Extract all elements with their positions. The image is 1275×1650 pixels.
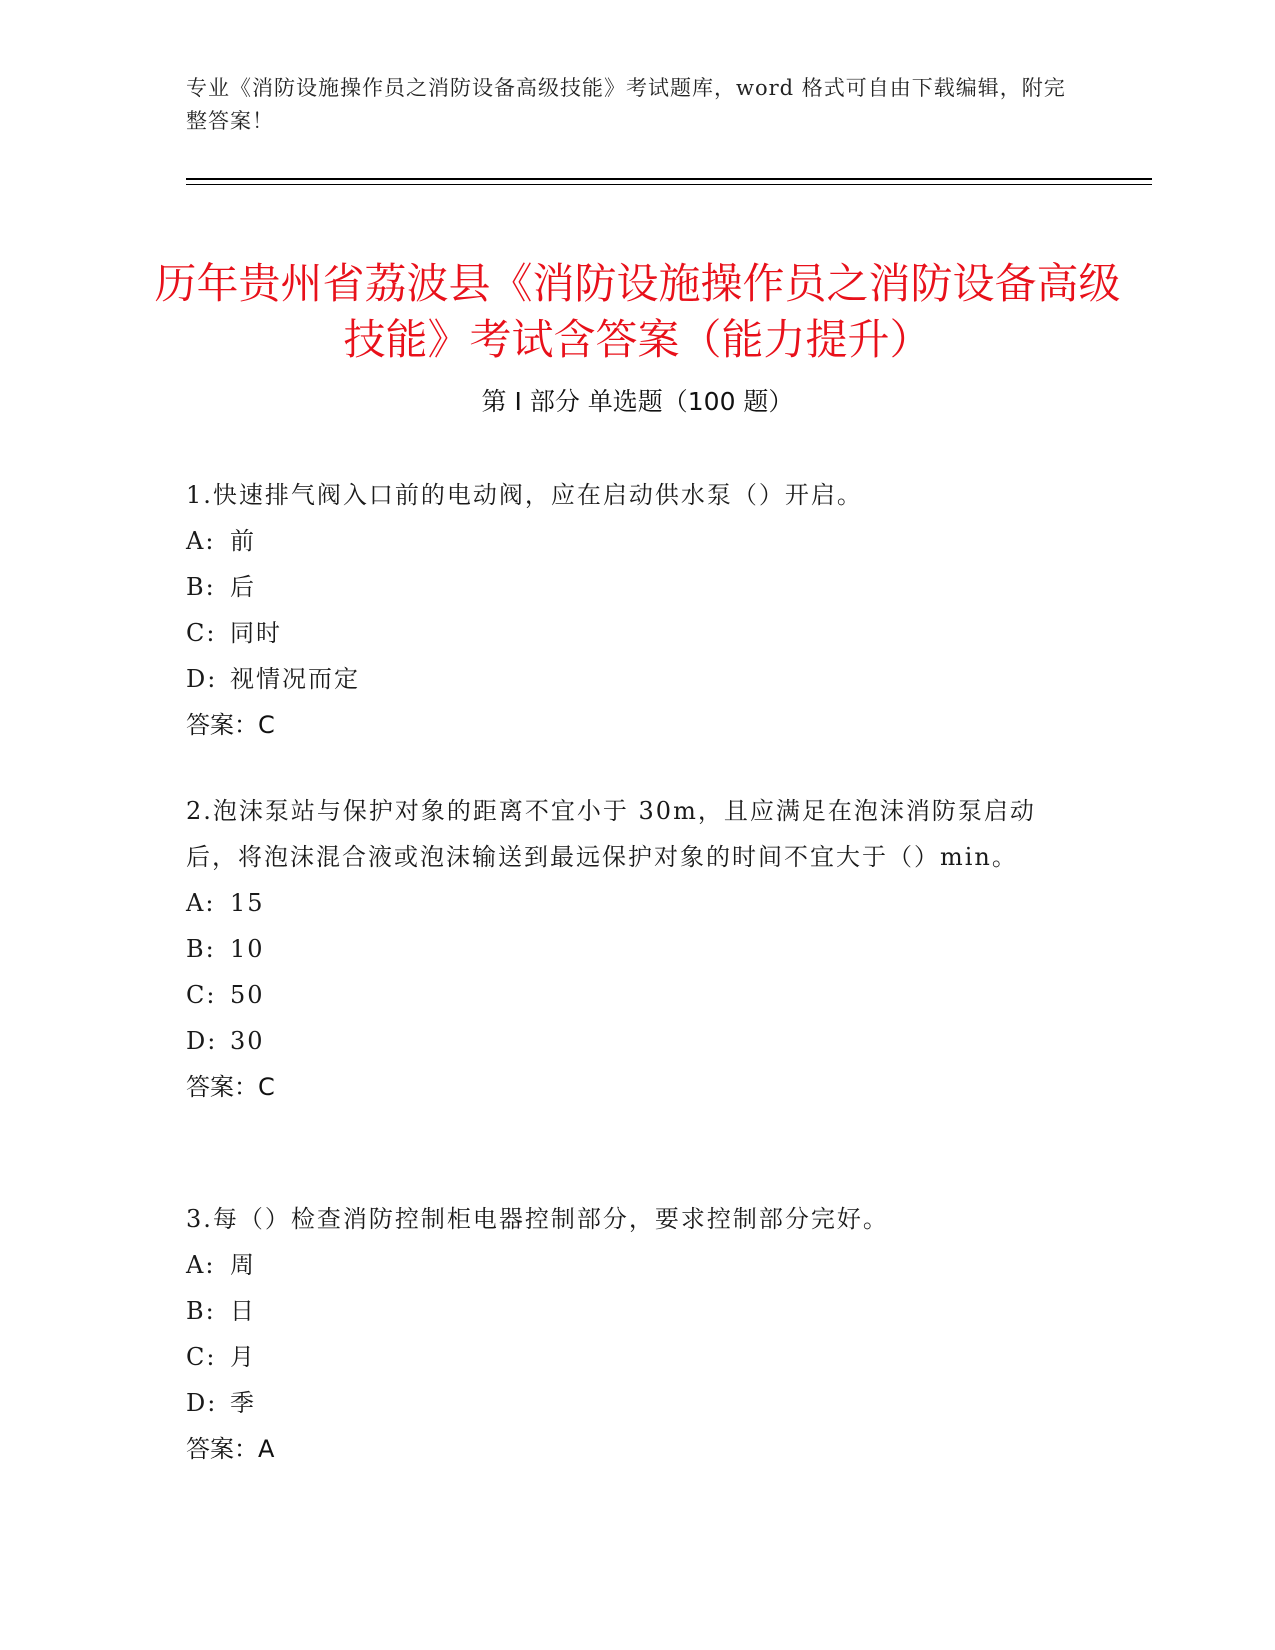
option-text: 日 (230, 1297, 256, 1325)
option-text: 前 (230, 527, 256, 555)
question-1 (186, 472, 1086, 748)
option-key: D: (186, 1027, 218, 1055)
option-key: B: (186, 573, 216, 601)
option-text: 视情况而定 (230, 665, 360, 693)
option-c (186, 972, 1086, 1018)
option-key: A: (186, 1251, 216, 1279)
option-a (186, 1242, 1086, 1288)
option-text: 月 (230, 1343, 256, 1371)
option-a (186, 518, 1086, 564)
option-d (186, 1380, 1086, 1426)
option-key: C: (186, 981, 217, 1009)
option-b (186, 1288, 1086, 1334)
question-2 (186, 788, 1086, 1110)
option-d (186, 1018, 1086, 1064)
document-title: 历年贵州省荔波县《消防设施操作员之消防设备高级技能》考试含答案（能力提升） (154, 259, 1121, 365)
option-key: A: (186, 527, 216, 555)
option-text: 10 (230, 935, 265, 963)
option-key: B: (186, 1297, 216, 1325)
question-stem: 3.每（）检查消防控制柜电器控制部分，要求控制部分完好。 (186, 1205, 889, 1233)
option-key: D: (186, 665, 218, 693)
option-c (186, 1334, 1086, 1380)
option-key: C: (186, 619, 217, 647)
option-text: 15 (230, 889, 265, 917)
option-key: B: (186, 935, 216, 963)
option-text: 30 (230, 1027, 265, 1055)
header-rule-thin (186, 184, 1152, 185)
option-b (186, 926, 1086, 972)
option-text: 50 (230, 981, 265, 1009)
option-d (186, 656, 1086, 702)
answer-line: 答案：C (186, 711, 275, 739)
option-key: D: (186, 1389, 218, 1417)
option-key: A: (186, 889, 216, 917)
question-stem: 1.快速排气阀入口前的电动阀，应在启动供水泵（）开启。 (186, 481, 863, 509)
option-text: 季 (230, 1389, 256, 1417)
answer-line: 答案：C (186, 1073, 275, 1101)
option-a (186, 880, 1086, 926)
answer-line: 答案：A (186, 1435, 275, 1463)
section-title: 第 I 部分 单选题（100 题） (481, 387, 794, 416)
header-rule-thick (186, 178, 1152, 180)
option-text: 周 (230, 1251, 256, 1279)
option-b (186, 564, 1086, 610)
option-text: 同时 (230, 619, 282, 647)
question-stem: 2.泡沫泵站与保护对象的距离不宜小于 30m，且应满足在泡沫消防泵启动后，将泡沫混合液或泡沫输送到最远保护对象的时间不宜大于（）min。 (186, 797, 1036, 871)
option-text: 后 (230, 573, 256, 601)
option-key: C: (186, 1343, 217, 1371)
question-3 (186, 1196, 1086, 1472)
header-note: 专业《消防设施操作员之消防设备高级技能》考试题库，word 格式可自由下载编辑，附完整答案！ (186, 76, 1066, 133)
option-c (186, 610, 1086, 656)
